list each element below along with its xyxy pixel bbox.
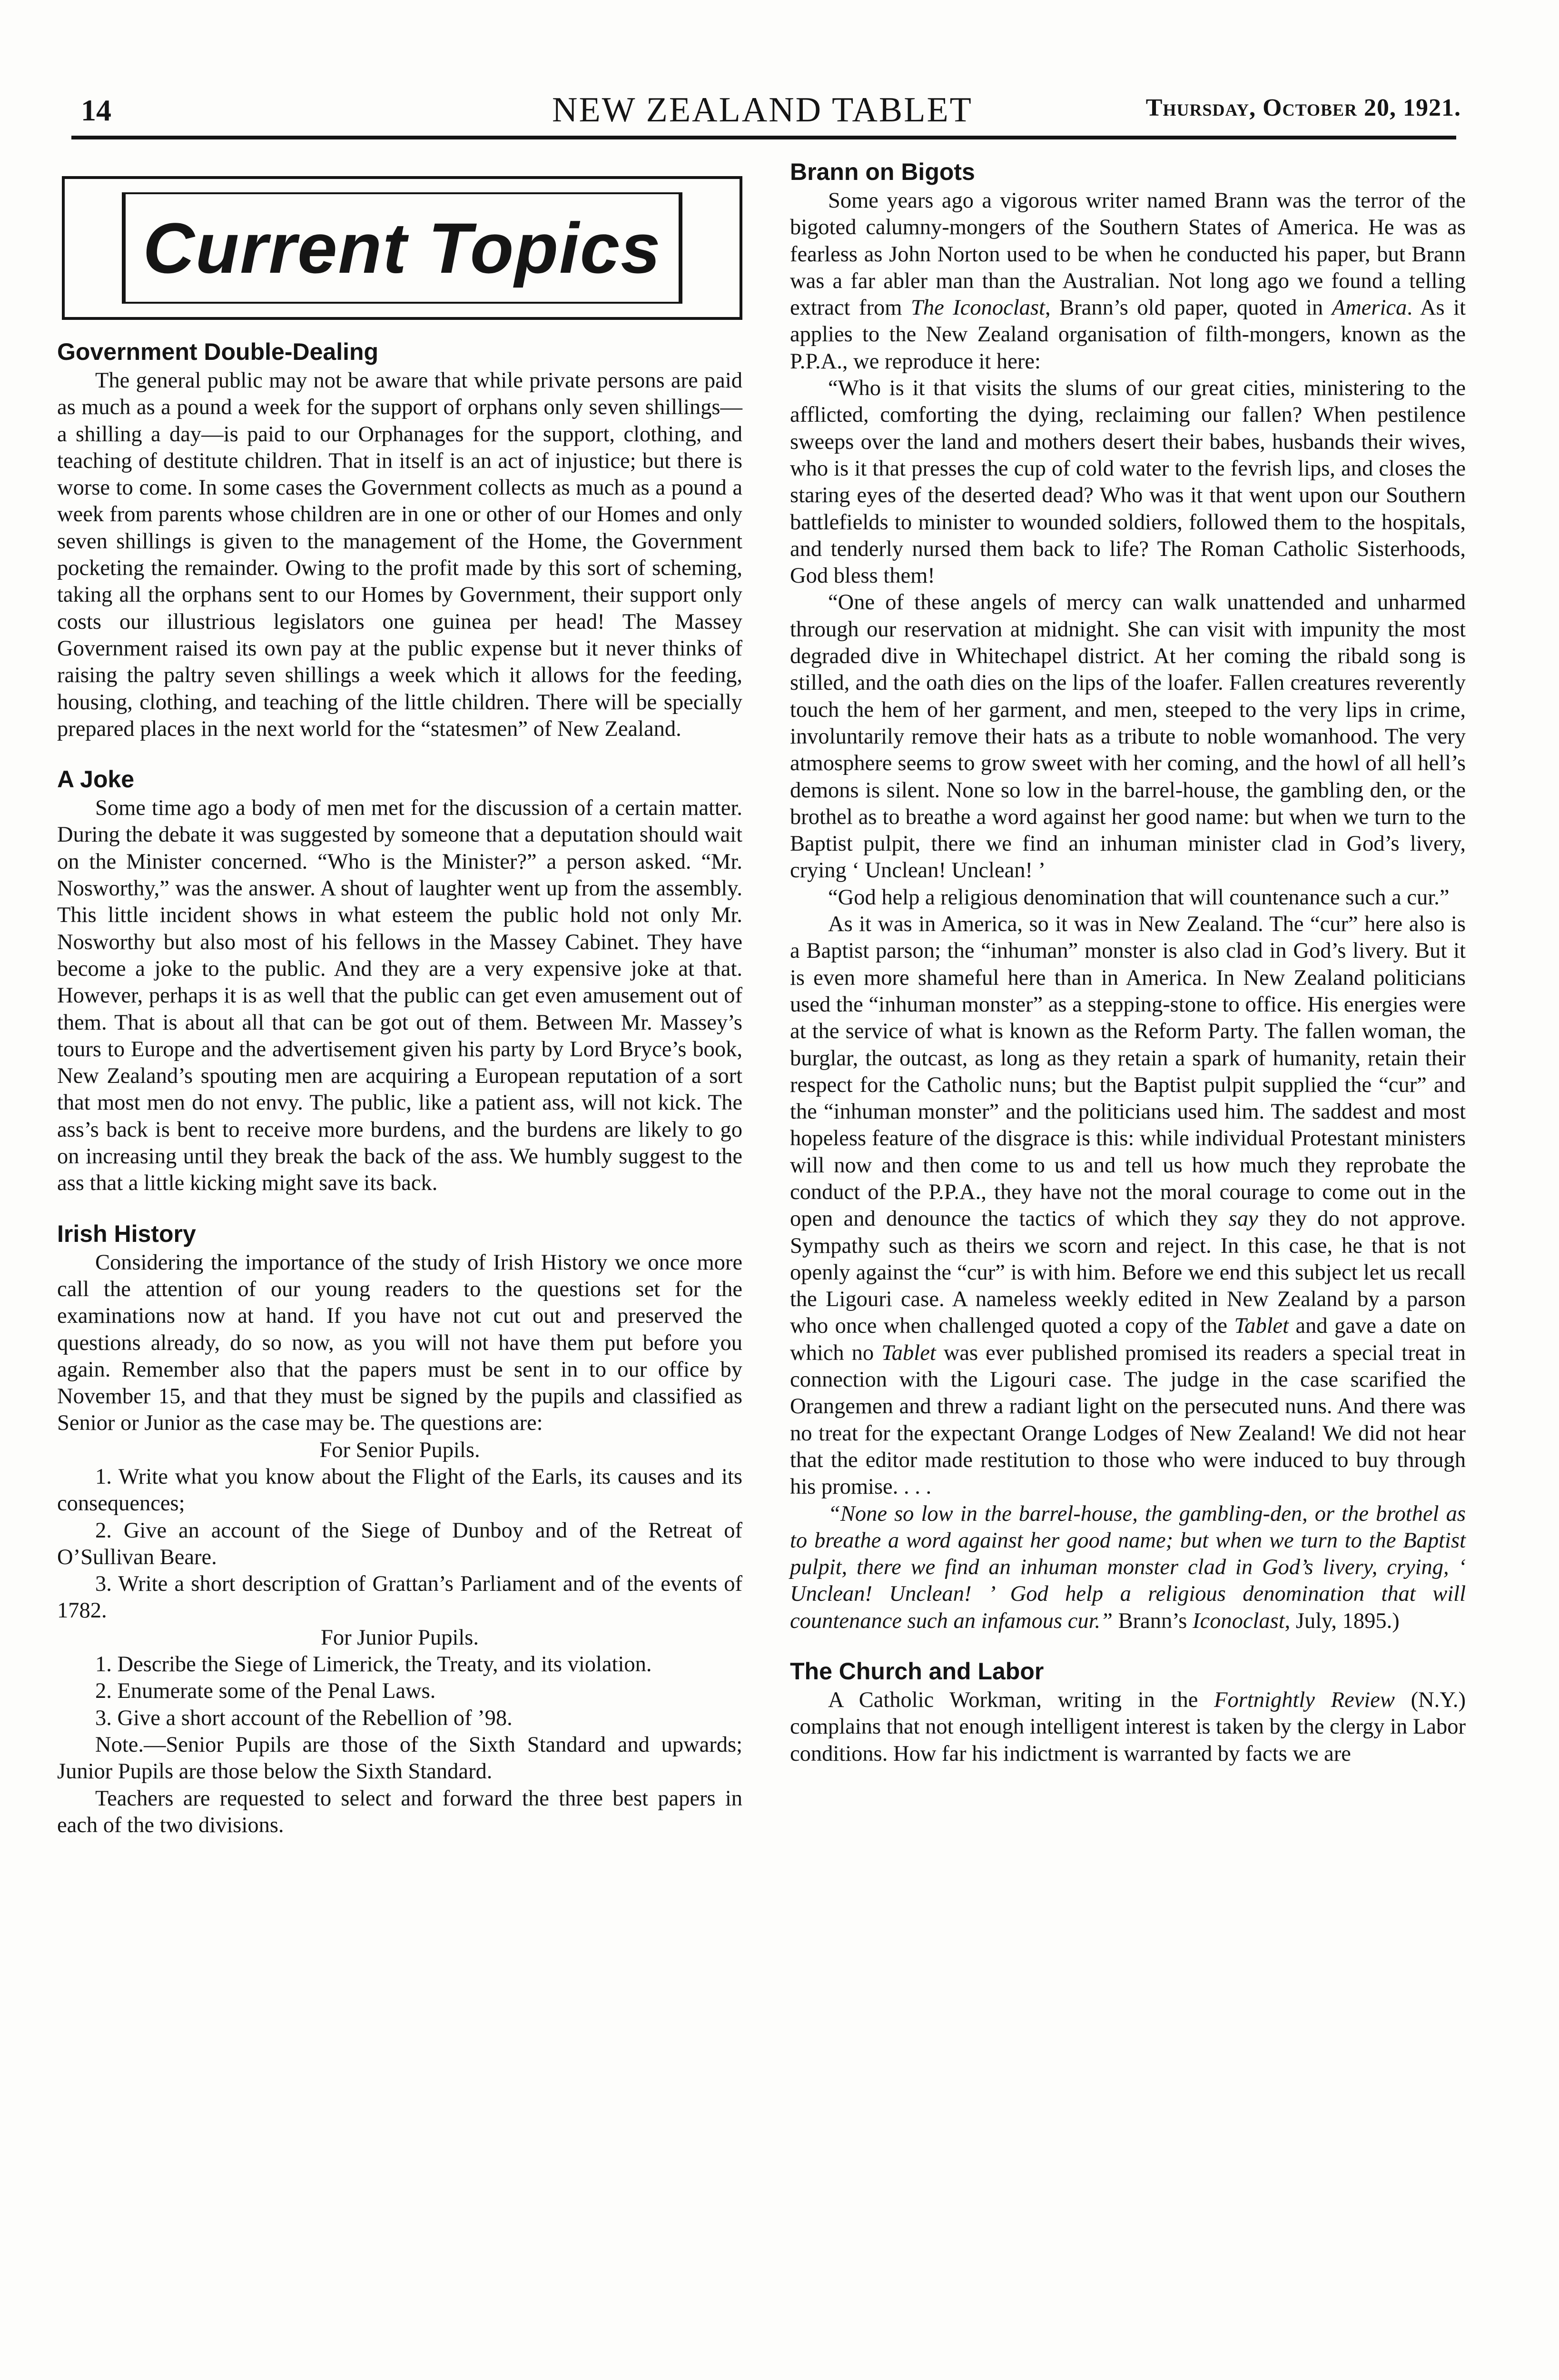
- page-number: 14: [81, 93, 111, 127]
- paragraph: Some years ago a vigorous writer named Brann was the terror of the bigoted calumny-mongers of the Southern States of America. He was as fearless as John Norton used to be when he conducted his paper, but Brann was a far abler man than the Australian. Not long ago we found a telling extract from The Iconoclast, Brann’s old paper, quoted in America. As it applies to the New Zealand organisation of filth-mongers, known as the P.P.A., we reproduce it here:: [790, 188, 1466, 374]
- section-title-government: Government Double-Dealing: [57, 338, 379, 365]
- banner-title: Current Topics: [143, 208, 661, 288]
- current-topics-banner: [62, 176, 742, 320]
- right-column: [790, 157, 1466, 1767]
- publication-title: NEW ZEALAND TABLET: [552, 90, 973, 129]
- america-title: America: [1332, 296, 1407, 320]
- iconoclast-title: The Iconoclast: [911, 296, 1046, 320]
- closing: Teachers are requested to select and forward the three best papers in each of the two divisions.: [57, 1786, 742, 1837]
- closing-quote: “None so low in the barrel-house, the gambling-den, or the brothel as to breathe a word against her good name; but when we turn to the Baptist pulpit, there we find an inhuman monster clad in God’s livery, crying, ‘ Unclean! Unclean! ’ God help a religious denomination that will countenance such an infamous cur.” Brann’s Iconoclast, July, 1895.): [790, 1501, 1466, 1633]
- section-title-brann: Brann on Bigots: [790, 159, 975, 185]
- article-church-labor: [790, 1687, 1466, 1767]
- section-title-irish-history: Irish History: [57, 1220, 196, 1247]
- paragraph: As it was in America, so it was in New Zealand. The “cur” here also is a Baptist parson; the “inhuman” monster is also clad in God’s livery. But it is even more shameful here than in America. In New Zealand politicians used the “inhuman monster” as a stepping-stone to office. His energies were at the service of what is known as the Reform Party. The fallen woman, the burglar, the outcast, as long as they retain a spark of humanity, retain their respect for the Catholic nuns; but the Baptist pulpit supplied the “cur” and the “inhuman monster” and the politicians used him. The saddest and most hopeless feature of the disgrace is this: while individual Protestant ministers will now and then come to us and tell us how much they reprobate the conduct of the P.P.A., they have not the moral courage to come out in the open and denounce the tactics of which they say they do not approve. Sympathy such as theirs we scorn and reject. In this case, he that is not openly against the “cur” is with him. Before we end this subject let us recall the Ligouri case. A nameless weekly edited in New Zealand by a parson who once when challenged quoted a copy of the Tablet and gave a date on which no Tablet was ever published promised its readers a special treat in connection with the Ligouri case. The judge in the case scarified the Orangemen and threw a radiant light on the persecuted nuns. And there was no treat for the expectant Orange Lodges of New Zealand! We did not hear that the editor made restitution to those who were induced to buy through his promise. . . .: [790, 912, 1466, 1499]
- running-head: [57, 88, 1461, 131]
- paragraph: Some time ago a body of men met for the discussion of a certain matter. During the debate it was suggested by someone that a deputation should wait on the Minister concerned. “Who is the Minister?” a person asked. “Mr. Nosworthy,” was the answer. A shout of laughter went up from the assembly. This little incident shows in what esteem the public hold not only Mr. Nosworthy but also most of his fellows in the Massey Cabinet. They have become a joke to the public. And they are a very expensive joke at that. However, perhaps it is as well that the public can get even amusement out of them. That is about all that can be got out of them. Between Mr. Massey’s tours to Europe and the advertisement given his party by Lord Bryce’s book, New Zealand’s spouting men are acquiring a European reputation of a sort that most men do not envy. The public, like a patient ass, will not kick. The ass’s back is bent to receive more burdens, and the burdens are likely to go on increasing until they break the back of the ass. We humbly suggest to the ass that a little kicking might save its back.: [57, 796, 742, 1196]
- section-title-church-labor: The Church and Labor: [790, 1658, 1044, 1685]
- question: 2. Enumerate some of the Penal Laws.: [95, 1679, 436, 1704]
- paragraph: The general public may not be aware that while private persons are paid as much as a pound a week for the support of orphans only seven shillings—a shilling a day—is paid to our Orphanages for the support, clothing, and teaching of destitute children. That in itself is an act of injustice; but there is worse to come. In some cases the Government collects as much as a pound a week from parents whose children are in one or other of our Homes and only seven shillings is given to the management of the Home, the Government pocketing the remainder. Owing to the profit made by this sort of scheming, taking all the orphans sent to our Homes by Government, their support only costs our illustrious legislators one guinea per head! The Massey Government raised its own pay at the public expense but it never thinks of raising the paltry seven shillings a week which it allows for the feeding, housing, clothing, and teaching of the little children. There will be specially prepared places in the next world for the “statesmen” of New Zealand.: [57, 368, 742, 741]
- question: 3. Give a short account of the Rebellion of ’98.: [95, 1706, 513, 1730]
- article-irish-history: [57, 1250, 742, 1839]
- article-brann: [790, 188, 1466, 1635]
- article-government: [57, 367, 742, 743]
- section-title-joke: A Joke: [57, 766, 135, 793]
- banner-frame: [122, 192, 682, 304]
- question: 3. Write a short description of Grattan’s Parliament and of the events of 1782.: [57, 1572, 742, 1623]
- question: 1. Describe the Siege of Limerick, the Treaty, and its violation.: [95, 1652, 652, 1677]
- quote-paragraph: “One of these angels of mercy can walk unattended and unharmed through our reservation at midnight. She can visit with impunity the most degraded dive in Whitechapel district. At her coming the ribald song is stilled, and the oath dies on the lips of the loafer. Fallen creatures reverently touch the hem of her garment, and men, steeped to the very lips in crime, involuntarily remove their hats as a tribute to noble womanhood. The very atmosphere seems to grow sweet with her coming, and the howl of all hell’s demons is silent. None so low in the barrel-house, the gambling den, or the brothel as to breathe a word against her good name: but when we turn to the Baptist pulpit, there we find an inhuman minister clad in God’s livery, crying ‘ Unclean! Unclean! ’: [790, 590, 1466, 883]
- article-joke: [57, 795, 742, 1197]
- quote-paragraph: “God help a religious denomination that will countenance such a cur.”: [828, 885, 1450, 910]
- question: 2. Give an account of the Siege of Dunboy and of the Retreat of O’Sullivan Beare.: [57, 1518, 742, 1569]
- paragraph: A Catholic Workman, writing in the Fortnightly Review (N.Y.) complains that not enough intelligent interest is taken by the clergy in Labor conditions. How far his indictment is warranted by facts we are: [790, 1688, 1466, 1766]
- paragraph: Considering the importance of the study of Irish History we once more call the attention of our young readers to the questions set for the examinations now at hand. If you have not cut out and preserved the questions already, do so now, as you will not have them put before you again. Remember also that the papers must be sent in to our office by November 15, and that they must be signed by the pupils and classified as Senior or Junior as the case may be. The questions are:: [57, 1250, 742, 1436]
- review-title: Fortnightly Review: [1214, 1688, 1395, 1713]
- junior-questions: [57, 1651, 742, 1732]
- question: 1. Write what you know about the Flight of the Earls, its causes and its consequences;: [57, 1464, 742, 1516]
- issue-date: Thursday, October 20, 1921.: [1145, 94, 1461, 121]
- left-column: [57, 157, 742, 1839]
- senior-heading: For Senior Pupils.: [319, 1438, 480, 1462]
- senior-questions: [57, 1464, 742, 1625]
- note: Note.—Senior Pupils are those of the Sixth Standard and upwards; Junior Pupils are those below the Sixth Standard.: [57, 1732, 742, 1784]
- junior-heading: For Junior Pupils.: [320, 1625, 479, 1650]
- quote-paragraph: “Who is it that visits the slums of our great cities, ministering to the afflicted, comforting the dying, reclaiming our fallen? When pestilence sweeps over the land and mothers desert their babes, husbands their wives, who is it that presses the cup of cold water to the fevrish lips, and closes the staring eyes of the deserted dead? Who was it that went upon our Southern battlefields to minister to wounded soldiers, followed them to the hospitals, and tenderly nursed them back to life? The Roman Catholic Sisterhoods, God bless them!: [790, 376, 1466, 588]
- header-rule: [71, 136, 1456, 139]
